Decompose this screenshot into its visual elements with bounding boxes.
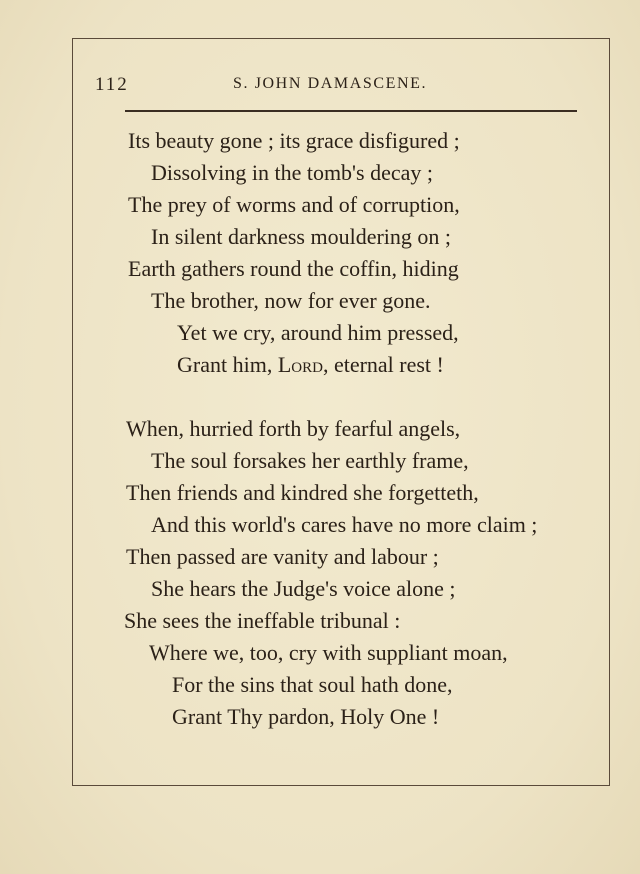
poem-line: The prey of worms and of corruption, xyxy=(128,192,460,217)
poem-line: Then passed are vanity and labour ; xyxy=(126,544,439,569)
poem-line: Grant Thy pardon, Holy One ! xyxy=(172,704,440,729)
poem-line: Dissolving in the tomb's decay ; xyxy=(151,160,433,185)
poem-line-part: , eternal rest ! xyxy=(322,352,444,377)
poem-line: Yet we cry, around him pressed, xyxy=(177,320,459,345)
poem-line: Where we, too, cry with suppliant moan, xyxy=(149,640,508,665)
poem-line: And this world's cares have no more claim ; xyxy=(151,512,538,537)
poem-line: When, hurried forth by fearful angels, xyxy=(126,416,461,441)
header-rule xyxy=(125,110,577,112)
poem-line: In silent darkness mouldering on ; xyxy=(151,224,452,249)
poem-line: She sees the ineffable tribunal : xyxy=(124,608,401,633)
lord-small-caps: Lord xyxy=(277,352,323,377)
poem-line: Earth gathers round the coffin, hiding xyxy=(128,256,459,281)
poem-line: The brother, now for ever gone. xyxy=(151,288,431,313)
poem-line: Its beauty gone ; its grace disfigured ; xyxy=(128,128,460,153)
poem-line: She hears the Judge's voice alone ; xyxy=(151,576,456,601)
poem-line-part: Grant him, xyxy=(177,352,278,377)
poem-line xyxy=(177,352,444,378)
poem-line: The soul forsakes her earthly frame, xyxy=(151,448,469,473)
page-number: 112 xyxy=(95,74,129,95)
running-title: S. JOHN DAMASCENE. xyxy=(233,75,428,92)
poem-line: Then friends and kindred she forgetteth, xyxy=(126,480,479,505)
running-header xyxy=(95,74,575,100)
poem-line: For the sins that soul hath done, xyxy=(172,672,453,697)
